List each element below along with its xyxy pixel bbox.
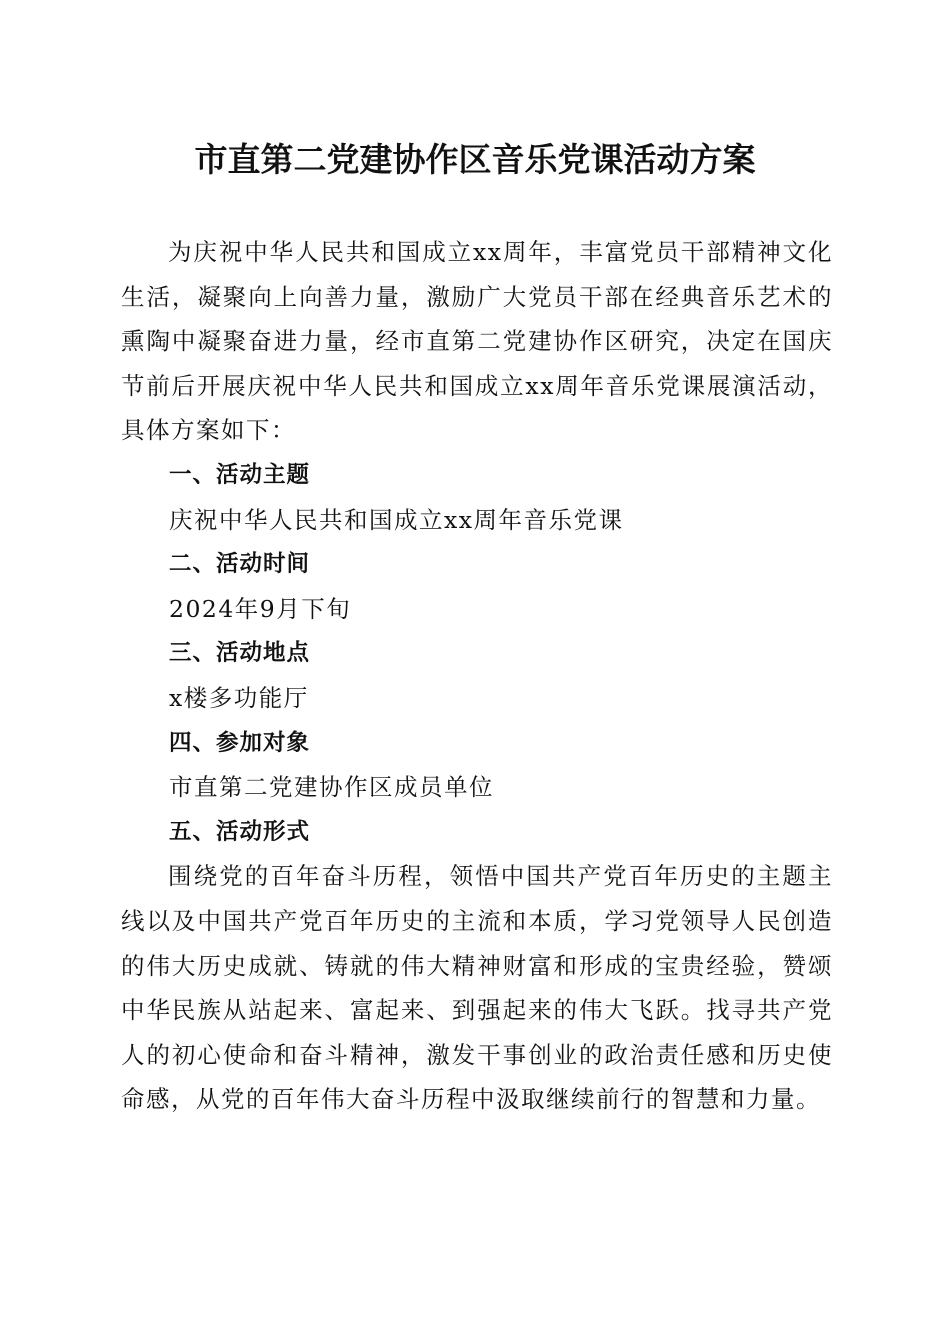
document-title: 市直第二党建协作区音乐党课活动方案 bbox=[194, 140, 756, 179]
section-heading-time: 二、活动时间 bbox=[169, 551, 311, 578]
intro-paragraph: 为庆祝中华人民共和国成立xx周年，丰富党员干部精神文化生活，凝聚向上向善力量，激励广大党员干部在经典音乐艺术的熏陶中凝聚奋进力量，经市直第二党建协作区研究，决定在国庆节前后开展庆祝中华人民共和国成立xx周年音乐党课展演活动，具体方案如下： bbox=[121, 238, 833, 445]
document-body bbox=[121, 230, 833, 1122]
section-content-format: 围绕党的百年奋斗历程，领悟中国共产党百年历史的主题主线以及中国共产党百年历史的主流和本质，学习党领导人民创造的伟大历史成就、铸就的伟大精神财富和形成的宝贵经验，赞颂中华民族从站起来、富起来、到强起来的伟大飞跃。找寻共产党人的初心使命和奋斗精神，激发干事创业的政治责任感和历史使命感，从党的百年伟大奋斗历程中汲取继续前行的智慧和力量。 bbox=[121, 862, 833, 1114]
section-content-theme: 庆祝中华人民共和国成立xx周年音乐党课 bbox=[169, 505, 624, 534]
section-content-time: 2024年9月下旬 bbox=[169, 594, 352, 623]
section-content-location: x楼多功能厅 bbox=[169, 683, 309, 712]
section-heading-format: 五、活动形式 bbox=[169, 818, 311, 845]
section-heading-participants: 四、参加对象 bbox=[169, 729, 311, 756]
section-heading-theme: 一、活动主题 bbox=[169, 461, 311, 488]
section-heading-location: 三、活动地点 bbox=[169, 640, 311, 667]
section-content-participants: 市直第二党建协作区成员单位 bbox=[169, 773, 494, 802]
